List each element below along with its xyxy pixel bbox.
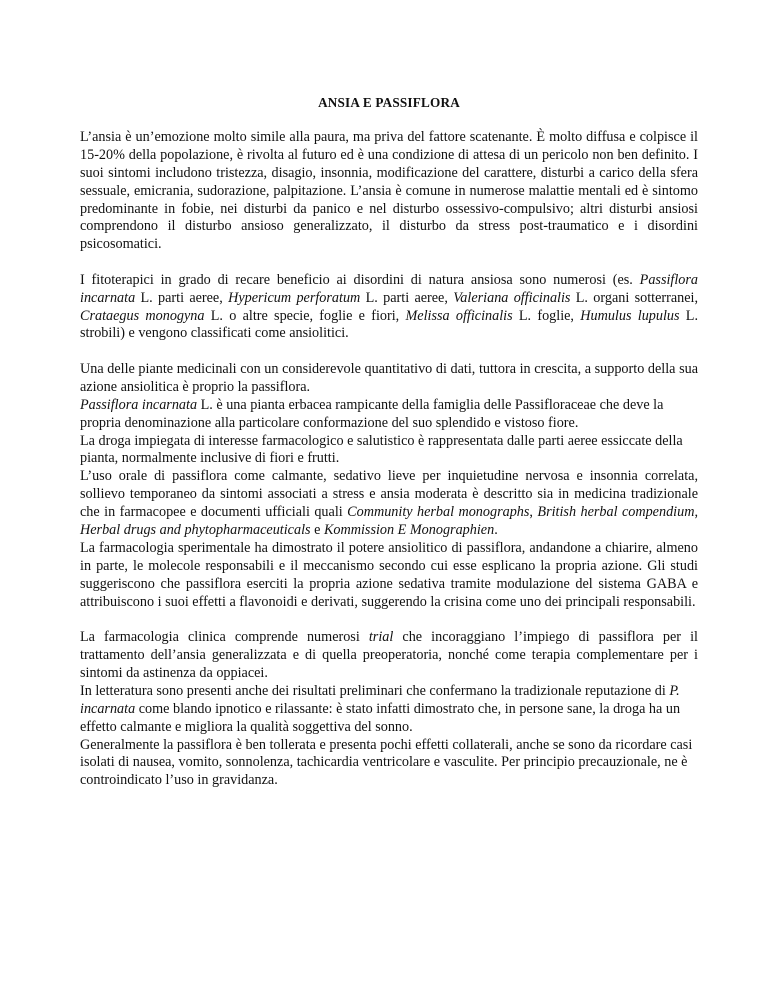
text: L. parti aeree, xyxy=(360,289,454,306)
text: , xyxy=(694,504,698,521)
paragraph-line: Generalmente la passiflora è ben tollerata e presenta pochi effetti collaterali, anche se sono da ricordare casi isolati di nausea, vomito, sonnolenza, tachicardia ventricolare e vasculite. Per principio precauzionale, ne è controindicato l’uso in gravidanza. xyxy=(80,736,693,789)
paragraph-line xyxy=(80,397,698,433)
section-passiflora xyxy=(80,361,698,612)
paragraph-line xyxy=(80,468,698,540)
species-name: Crataegus monogyna xyxy=(80,307,205,324)
section-clinical xyxy=(80,629,698,790)
species-name: Valeriana officinalis xyxy=(453,289,571,306)
text: L. strobili) e vengono classificati come ansiolitici. xyxy=(80,307,699,342)
emphasis: trial xyxy=(368,629,394,646)
text: che incoraggiano l’impiego di passiflora per il trattamento dell’ansia generalizzata e di quella preoperatoria, nonché come terapia complementare per i sintomi da astinenza da oppiacei. xyxy=(80,629,698,681)
paragraph-intro: L’ansia è un’emozione molto simile alla paura, ma priva del fattore scatenante. È molto diffusa e colpisce il 15-20% della popolazione, è rivolta al futuro ed è una condizione di attesa di un pericolo non ben definito. I suoi sintomi includono tristezza, disagio, insonnia, modificazione del carattere, disturbi a carico della sfera sessuale, emicrania, sudorazione, palpitazione. L’ansia è comune in numerose malattie mentali ed è sintomo predominante in fobie, nei disturbi da panico e nel disturbo ossessivo-compulsivo; altri disturbi ansiosi comprendono il disturbo ansioso generalizzato, il disturbo da stress post-traumatico e i disordini psicosomatici. xyxy=(80,128,698,253)
paragraph-line xyxy=(80,629,698,683)
text: come blando ipnotico e rilassante: è stato infatti dimostrato che, in persone sane, la droga ha un effetto calmante e migliora la qualità soggettiva del sonno. xyxy=(80,700,681,735)
species-name: Humulus lupulus xyxy=(580,307,680,324)
text: L. o altre specie, foglie e fiori, xyxy=(204,307,406,324)
reference-title: Kommission E Monographien xyxy=(323,522,495,539)
text: . xyxy=(494,522,498,539)
paragraph-phytotherapy xyxy=(80,272,698,344)
text: L’uso orale di passiflora come calmante, sedativo lieve per inquietudine nervosa e insonnia correlata, sollievo temporaneo da sintomi associati a stress e ansia moderata è descritto sia in medicina tradizionale che in farmacopee e documenti ufficiali quali xyxy=(80,468,698,521)
species-name: Passiflora incarnata xyxy=(80,396,198,413)
text: La farmacologia clinica comprende numerosi xyxy=(80,629,369,646)
text: e xyxy=(310,522,324,539)
text: L. è una pianta erbacea rampicante della famiglia delle Passifloraceae che deve la propria denominazione alla particolare conformazione del suo splendido e vistoso fiore. xyxy=(80,396,664,431)
paragraph-line xyxy=(80,683,698,737)
species-name: Hypericum perforatum xyxy=(228,289,361,306)
paragraph-line: Una delle piante medicinali con un considerevole quantitativo di dati, tuttora in crescita, a supporto della sua azione ansiolitica è proprio la passiflora. xyxy=(80,360,698,395)
species-name: Passiflora incarnata xyxy=(80,271,698,306)
reference-title: British herbal compendium xyxy=(537,504,695,521)
text: I fitoterapici in grado di recare beneficio ai disordini di natura ansiosa sono numerosi (es. xyxy=(80,271,640,288)
species-name: Melissa officinalis xyxy=(405,307,513,324)
text: , xyxy=(529,504,538,521)
document-body xyxy=(80,94,698,790)
text: L. foglie, xyxy=(512,307,581,324)
reference-title: Community herbal monographs xyxy=(347,504,530,521)
paragraph-line: La farmacologia sperimentale ha dimostrato il potere ansiolitico di passiflora, andandone a chiarire, almeno in parte, le molecole responsabili e il meccanismo secondo cui esse esplicano la propria azione. Gli studi suggeriscono che passiflora eserciti la propria azione sedativa tramite modulazione del sistema GABA e attribuiscono i suoi effetti a flavonoidi e derivati, suggerendo la crisina come uno dei principali responsabili. xyxy=(80,539,698,610)
page-title: ANSIA E PASSIFLORA xyxy=(318,95,460,110)
species-name: P. incarnata xyxy=(80,682,680,717)
text: L. parti aeree, xyxy=(135,289,229,306)
text: In letteratura sono presenti anche dei risultati preliminari che confermano la tradizionale reputazione di xyxy=(80,682,670,699)
paragraph-line: La droga impiegata di interesse farmacologico e salutistico è rappresentata dalle parti aeree essiccate della pianta, normalmente inclusive di fiori e frutti. xyxy=(80,432,683,467)
reference-title: Herbal drugs and phytopharmaceuticals xyxy=(80,522,311,539)
text: L. organi sotterranei, xyxy=(570,289,699,306)
